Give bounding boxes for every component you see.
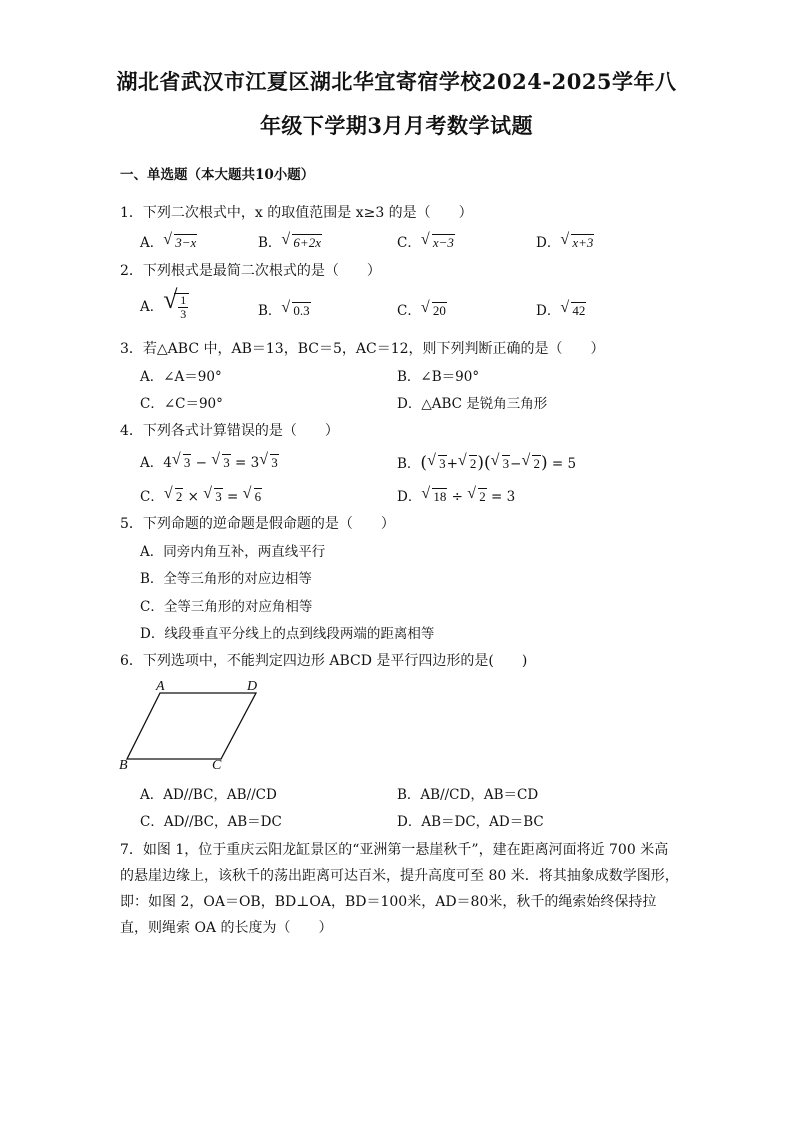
radical: √ 42	[560, 299, 586, 318]
radical: √ 2	[467, 485, 486, 504]
q5-option-d: D．线段垂直平分线上的点到线段两端的距离相等	[140, 626, 435, 642]
radical: √ 6	[242, 485, 262, 504]
q5-option-c: C．全等三角形的对应角相等	[140, 599, 313, 615]
radical: √ 18	[421, 485, 447, 504]
q2-stem: 2．下列根式是最简二次根式的是（ ）	[120, 263, 381, 279]
q4-option-d: D． √ 18 ÷ √ 2 = 3	[397, 485, 516, 505]
radical: √ 20	[420, 299, 446, 318]
q1-option-c: C． √ x−3	[397, 231, 454, 251]
q6-stem: 6．下列选项中，不能判定四边形 ABCD 是平行四边形的是( )	[120, 653, 528, 669]
q6-option-a: A．AD//BC，AB//CD	[140, 787, 277, 803]
radical: √ 2	[521, 452, 540, 471]
q3-option-d: D．△ABC 是锐角三角形	[397, 396, 548, 412]
q2-option-c: C． √ 20	[397, 299, 446, 319]
radical: √ 0.3	[281, 299, 310, 318]
radical: √ 3	[211, 451, 230, 470]
radical: √ 3−x	[163, 231, 197, 250]
exam-title-line-2: 年级下学期3月月考数学试题	[259, 113, 534, 138]
q4-option-b: B．( √ 3+ √ 2)( √ 3− √ 2) = 5	[397, 452, 577, 473]
radical: √ 6+2x	[281, 231, 321, 250]
exam-title-line-1: 湖北省武汉市江夏区湖北华宜寄宿学校2024-2025学年八	[116, 69, 677, 94]
q2-option-a: A． √ $\frac{1}{3}$	[140, 293, 189, 333]
q7-stem: 7．如图 1，位于重庆云阳龙缸景区的“亚洲第一悬崖秋千”，建在距离河面将近 700 米高的悬崖边缘上，该秋千的荡出距离可达百米，提升高度可至 80 米．将其抽象成数学图形，即：如图 2，OA＝OB，BD⊥OA，BD＝100米，AD＝80米，秋千的绳索始终保持拉直，则绳索 OA 的长度为（ ）	[120, 842, 679, 936]
q1-option-b: B． √ 6+2x	[258, 231, 321, 251]
vertex-label-b: B	[119, 758, 128, 773]
radical: √ 3	[203, 485, 222, 504]
q5-option-b: B．全等三角形的对应边相等	[140, 571, 312, 587]
q5-option-a: A．同旁内角互补，两直线平行	[140, 544, 326, 560]
radical: √ 2	[163, 485, 183, 504]
q1-stem: 1．下列二次根式中，x 的取值范围是 x≥3 的是（ ）	[120, 205, 473, 221]
q2-option-b: B． √ 0.3	[258, 299, 310, 319]
radical: √ 3	[171, 451, 191, 470]
radical: √ $\frac{1}{3}$	[163, 293, 189, 321]
vertex-label-a: A	[156, 679, 165, 694]
q2-option-d: D． √ 42	[536, 299, 586, 319]
q4-stem: 4．下列各式计算错误的是（ ）	[120, 423, 339, 439]
q1-option-d: D． √ x+3	[536, 231, 594, 251]
vertex-label-d: D	[247, 679, 258, 694]
radical: √ x+3	[560, 231, 594, 250]
radical: √ 3	[427, 452, 446, 471]
q3-option-a: A．∠A＝90°	[140, 369, 222, 385]
q4-option-c: C． √ 2 × √ 3 = √ 6	[140, 485, 262, 505]
q3-option-c: C．∠C＝90°	[140, 396, 223, 412]
q1-option-a: A． √ 3−x	[140, 231, 197, 251]
radical: √ 3	[490, 452, 510, 471]
radical: √ 3	[259, 451, 278, 470]
q5-stem: 5．下列命题的逆命题是假命题的是（ ）	[120, 516, 395, 532]
radical: √ x−3	[420, 231, 454, 250]
q6-option-c: C．AD//BC，AB＝DC	[140, 814, 282, 830]
section-heading: 一、单选题（本大题共10小题）	[120, 167, 315, 183]
radical: √ 2	[457, 452, 477, 471]
q6-option-d: D．AB＝DC，AD＝BC	[397, 814, 544, 830]
q3-option-b: B．∠B＝90°	[397, 369, 480, 385]
vertex-label-c: C	[212, 758, 222, 773]
parallelogram-shape	[127, 693, 256, 759]
q3-stem: 3．若△ABC 中，AB＝13，BC＝5，AC＝12，则下列判断正确的是（ ）	[120, 341, 605, 357]
q4-option-a: A．4 √ 3 − √ 3 = 3 √ 3	[140, 451, 278, 471]
q6-option-b: B．AB//CD，AB＝CD	[397, 787, 539, 803]
